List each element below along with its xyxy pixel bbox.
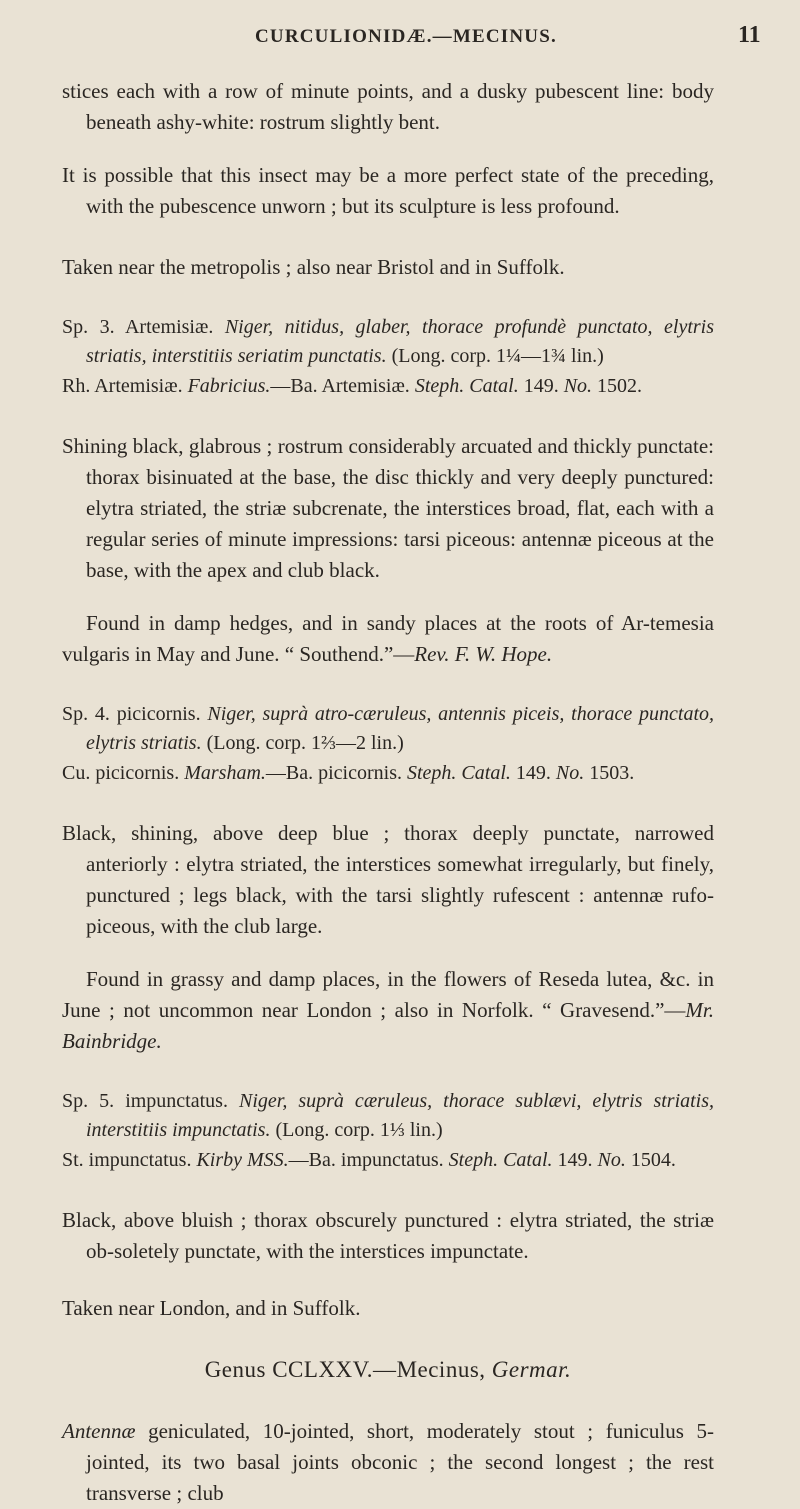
species-5-synonymy <box>62 1145 714 1175</box>
species-4-description: Black, shining, above deep blue ; thorax deeply punctate, narrowed anteriorly : elytra striated, the interstices somewhat irregularly, but finely, punctured ; legs black, with the tarsi slightly rufescent : antennæ rufo-piceous, with the club large. <box>62 821 714 938</box>
species-4-latin: Niger, suprà atro-cæruleus, antennis piceis, thorace punctato, elytris striatis. <box>86 703 715 754</box>
genus-description <box>62 1416 714 1509</box>
species-4-diagnosis <box>62 700 714 758</box>
species-4-habitat-text: Found in grassy and damp places, in the flowers of Reseda lutea, &c. in June ; not uncommon near London ; also in Norfolk. “ Gravesend.”— <box>62 967 714 1022</box>
species-4-syn-rest: —Ba. picicornis. <box>265 762 402 784</box>
species-3-syn-author: Fabricius. <box>187 375 271 397</box>
species-4-synonymy <box>62 758 714 788</box>
species-3-length: (Long. corp. 1¼—1¾ lin.) <box>391 345 604 367</box>
species-4-length: (Long. corp. 1⅔—2 lin.) <box>206 732 404 754</box>
species-3-diagnosis <box>62 313 714 371</box>
species-3-habitat-text: Found in damp hedges, and in sandy places at the roots of Ar-temesia vulgaris in May and June. <box>62 611 714 666</box>
species-5-habitat: Taken near London, and in Suffolk. <box>62 1296 361 1320</box>
species-3-habitat <box>62 608 714 670</box>
species-3-synonymy <box>62 371 714 401</box>
species-4-syn-author: Marsham. <box>184 762 266 784</box>
paragraph-locality: Taken near the metropolis ; also near Bristol and in Suffolk. <box>62 255 565 279</box>
species-3-description: Shining black, glabrous ; rostrum considerably arcuated and thickly punctate: thorax bisinuated at the base, the disc thickly and very deeply punctured: elytra striated, the striæ subcrenate, the interstices broad, flat, each with a regular series of minute impressions: tarsi piceous: antennæ piceous at the base, with the apex and club black. <box>62 434 714 582</box>
genus-desc-text: geniculated, 10-jointed, short, moderately stout ; funiculus 5-jointed, its two basal joints obconic ; the second longest ; the rest transverse ; club <box>86 1419 714 1505</box>
species-3-latin: Niger, nitidus, glaber, thorace profundè punctato, elytris striatis, interstitiis seriatim punctatis. <box>86 316 715 367</box>
species-4-syn-abbrev: Cu. picicornis. <box>62 762 180 784</box>
species-4-habitat <box>62 964 714 1057</box>
running-title: CURCULIONIDÆ.—MECINUS. <box>255 26 557 47</box>
species-5-description: Black, above bluish ; thorax obscurely punctured : elytra striated, the striæ ob-soletely punctate, with the interstices impunctate. <box>62 1208 714 1263</box>
species-3-habitat-quote: “ Southend.”— <box>284 642 415 666</box>
genus-name: Mecinus, <box>396 1357 486 1382</box>
species-5-length: (Long. corp. 1⅓ lin.) <box>275 1119 443 1141</box>
species-3-syn-num: 149. <box>523 375 559 397</box>
genus-author: Germar. <box>491 1357 572 1382</box>
species-5-syn-no: No. <box>597 1149 626 1171</box>
species-3-syn-numval: 1502. <box>597 375 643 397</box>
text-column <box>62 76 714 1509</box>
species-4-number: Sp. 4. <box>62 703 110 725</box>
species-3-number: Sp. 3. <box>62 316 115 338</box>
species-4-syn-numval: 1503. <box>589 762 635 784</box>
species-4-syn-num: 149. <box>515 762 551 784</box>
species-5-syn-rest: —Ba. impunctatus. <box>288 1149 444 1171</box>
species-5-diagnosis <box>62 1087 714 1145</box>
species-4-habitat-author: Mr. Bainbridge. <box>62 998 714 1053</box>
species-3-syn-abbrev: Rh. Artemisiæ. <box>62 375 183 397</box>
species-5-syn-num: 149. <box>557 1149 593 1171</box>
paragraph-remark: It is possible that this insect may be a more perfect state of the preceding, with the pubescence unworn ; but its sculpture is less profound. <box>62 163 714 218</box>
species-5-name: impunctatus. <box>125 1090 228 1112</box>
species-4-name: picicornis. <box>116 703 201 725</box>
paragraph-continuation: stices each with a row of minute points, and a dusky pubescent line: body beneath ashy-white: rostrum slightly bent. <box>62 79 714 134</box>
species-5-syn-author: Kirby MSS. <box>196 1149 289 1171</box>
genus-label: Genus CCLXXV.— <box>204 1357 397 1382</box>
species-3-syn-no: No. <box>563 375 593 397</box>
species-5-latin: Niger, suprà cæruleus, thorace sublævi, elytris striatis, interstitiis impunctatis. <box>86 1090 715 1141</box>
species-3-name: Artemisiæ. <box>124 316 214 338</box>
species-5-syn-abbrev: St. impunctatus. <box>62 1149 192 1171</box>
running-head <box>0 20 800 54</box>
species-5-syn-steph: Steph. Catal. <box>448 1149 553 1171</box>
species-5-number: Sp. 5. <box>62 1090 115 1112</box>
species-5-syn-numval: 1504. <box>630 1149 676 1171</box>
species-4-syn-no: No. <box>555 762 585 784</box>
species-3-syn-rest: —Ba. Artemisiæ. <box>270 375 410 397</box>
page-number: 11 <box>738 22 761 48</box>
species-3-habitat-author: Rev. F. W. Hope. <box>414 642 553 666</box>
species-3-syn-steph: Steph. Catal. <box>414 375 519 397</box>
species-4-syn-steph: Steph. Catal. <box>406 762 511 784</box>
genus-desc-term: Antennæ <box>62 1419 136 1443</box>
